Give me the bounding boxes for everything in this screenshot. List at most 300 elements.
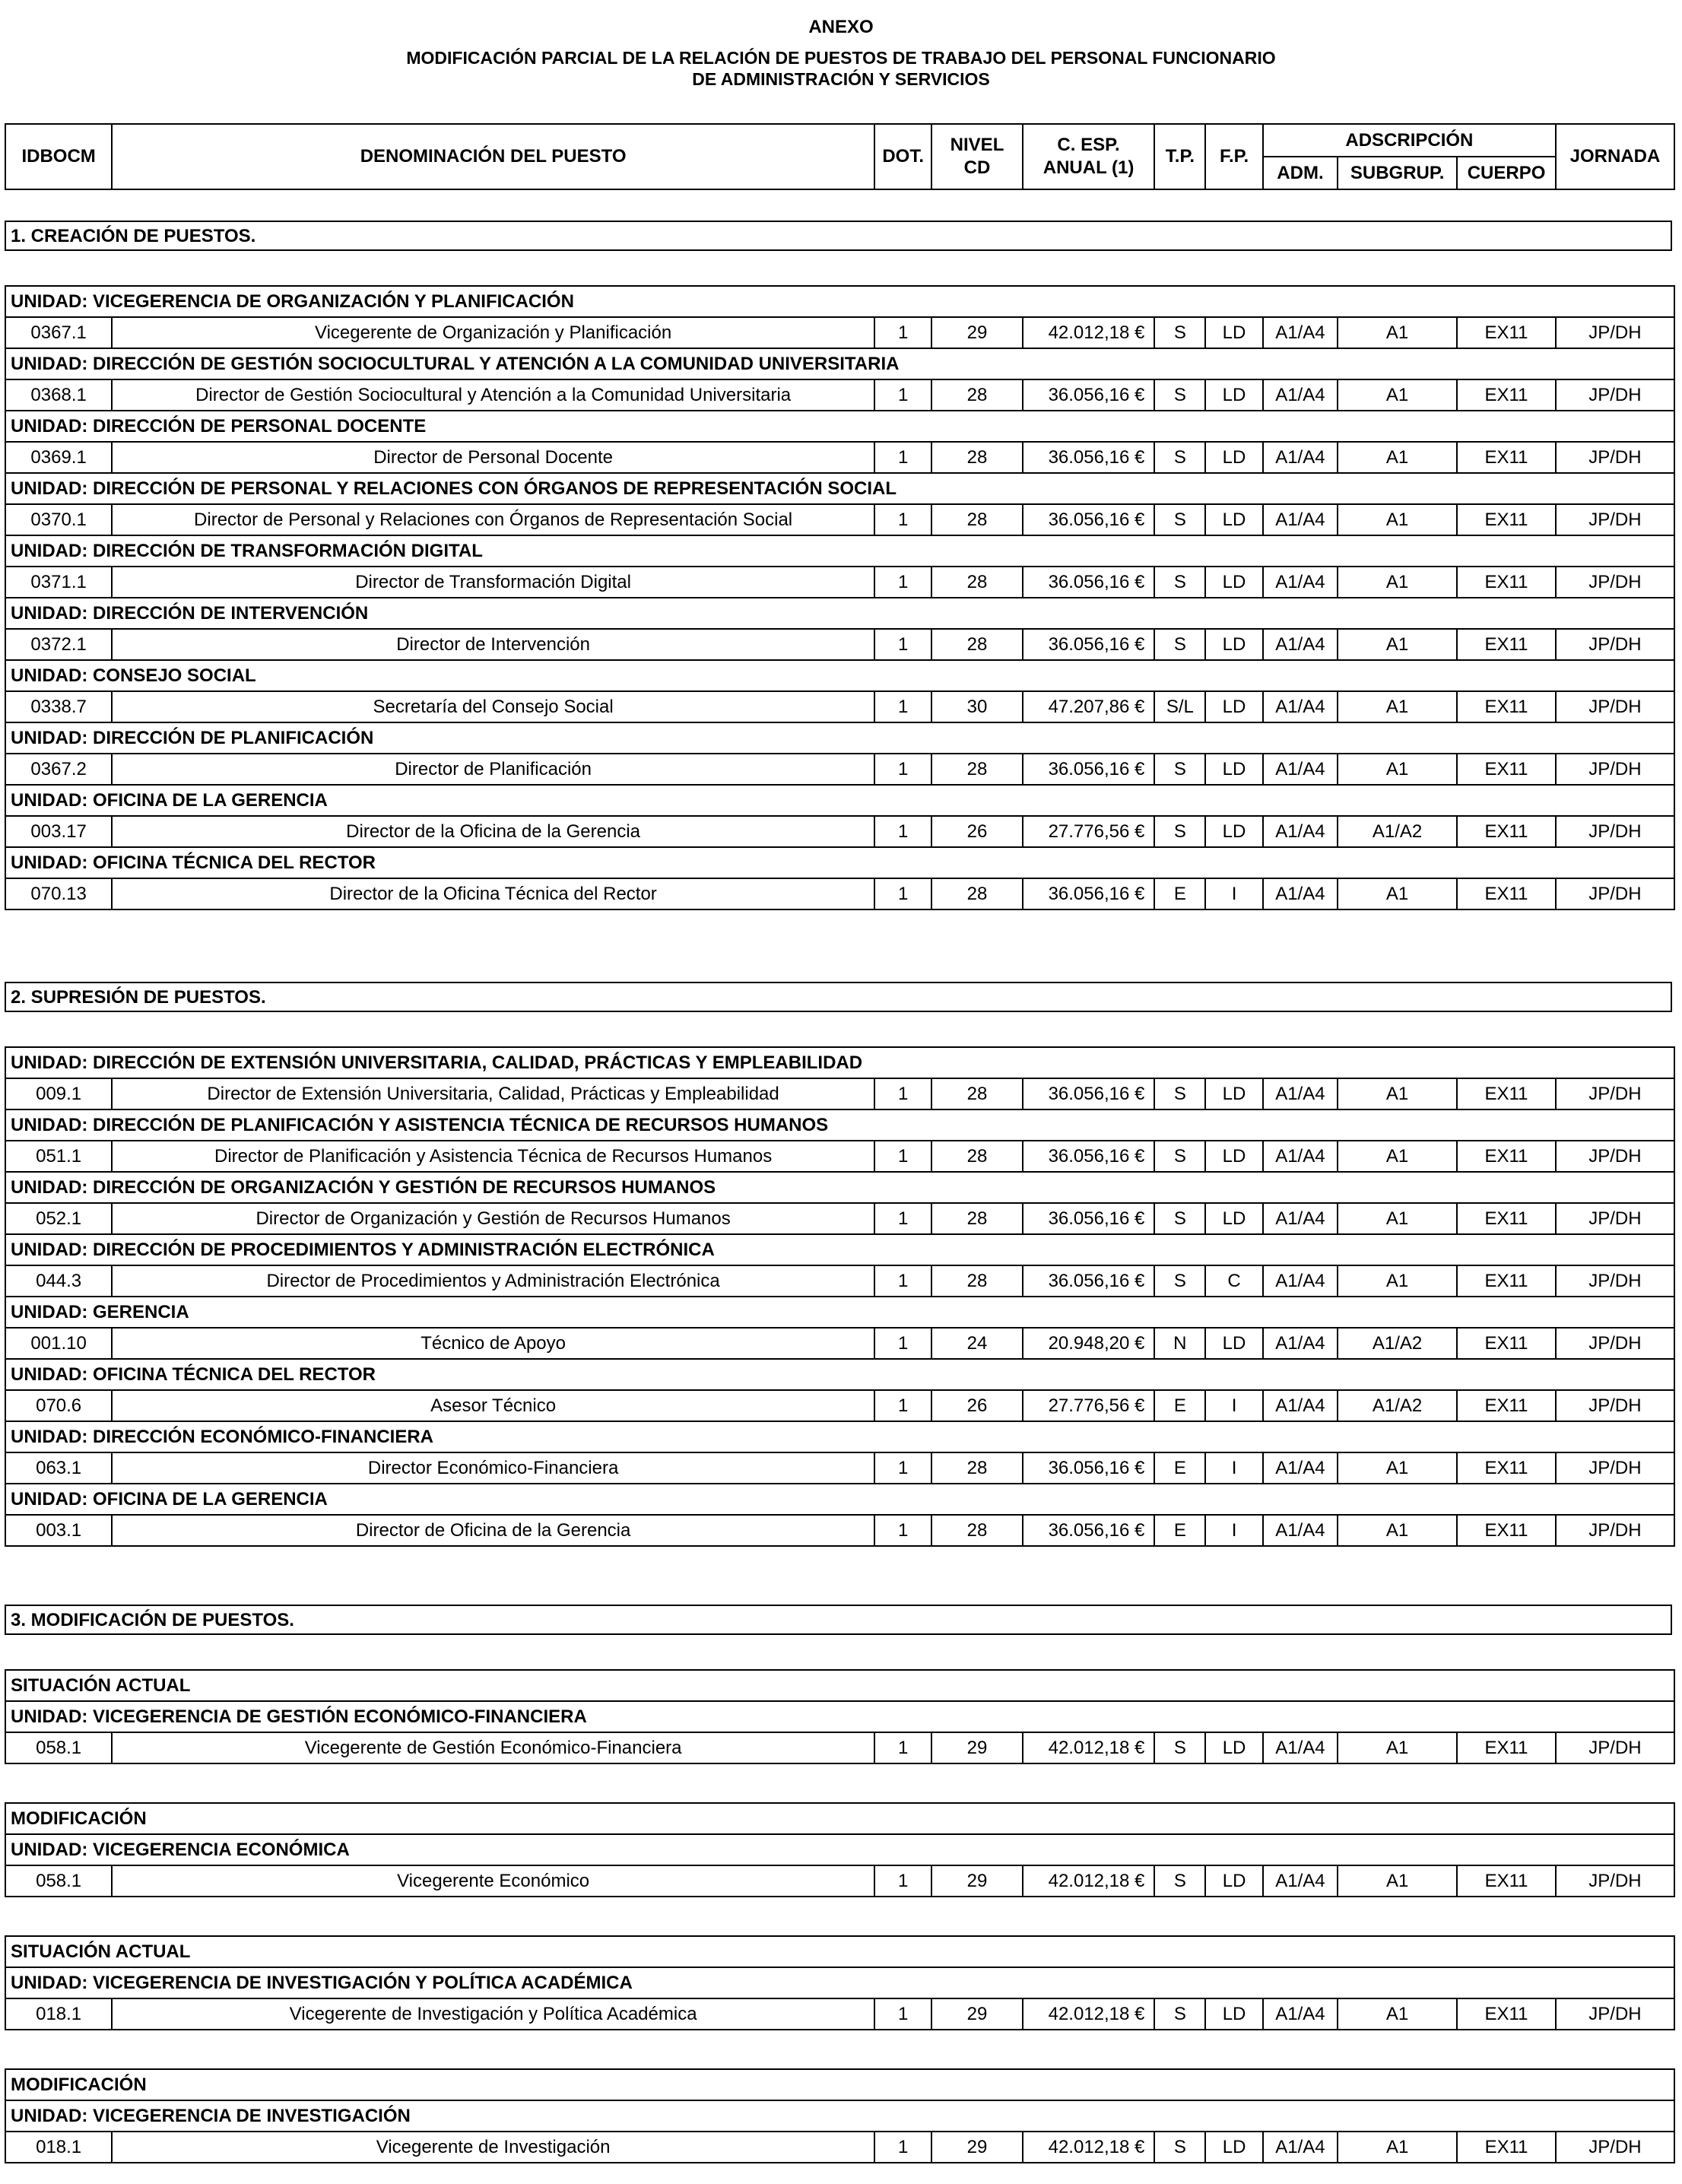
cell-nivel: 28 [931,1515,1022,1546]
cell-subgrup: A1 [1338,1141,1457,1172]
cell-subgrup: A1 [1338,1998,1457,2030]
cell-nivel: 29 [931,1998,1022,2030]
cell-subgrup: A1 [1338,1265,1457,1297]
cell-adm: A1/A4 [1263,1452,1338,1484]
unit-name: UNIDAD: OFICINA TÉCNICA DEL RECTOR [5,1359,1674,1390]
cell-subgrup: A1 [1338,1732,1457,1763]
cell-idbocm: 0372.1 [5,629,112,660]
cell-dot: 1 [874,1141,931,1172]
cell-cuerpo: EX11 [1457,2132,1556,2163]
unit-name: UNIDAD: DIRECCIÓN DE INTERVENCIÓN [5,598,1674,629]
cell-tp: S [1154,1865,1205,1897]
col-header-idbocm: IDBOCM [5,124,112,189]
cell-subgrup: A1 [1338,442,1457,473]
unit-name: UNIDAD: VICEGERENCIA ECONÓMICA [5,1834,1674,1865]
unit-row [5,722,1674,754]
cell-dot: 1 [874,629,931,660]
cell-nivel: 30 [931,691,1022,722]
table-row [5,1328,1674,1359]
block-label-row [5,2069,1674,2100]
table-row [5,691,1674,722]
cell-adm: A1/A4 [1263,1865,1338,1897]
cell-idbocm: 009.1 [5,1078,112,1109]
cell-tp: S [1154,567,1205,598]
cell-cuerpo: EX11 [1457,504,1556,535]
unit-name: UNIDAD: DIRECCIÓN DE PERSONAL Y RELACIONES CON ÓRGANOS DE REPRESENTACIÓN SOCIAL [5,473,1674,504]
unit-name: UNIDAD: DIRECCIÓN ECONÓMICO-FINANCIERA [5,1421,1674,1452]
cell-jornada: JP/DH [1556,1141,1674,1172]
cell-jornada: JP/DH [1556,442,1674,473]
section-title: 2. SUPRESIÓN DE PUESTOS. [5,982,1672,1012]
cell-cesp: 27.776,56 € [1023,816,1155,847]
cell-denominacion: Director de Planificación y Asistencia Técnica de Recursos Humanos [112,1141,874,1172]
cell-subgrup: A1 [1338,379,1457,411]
unit-row [5,1701,1674,1732]
cell-dot: 1 [874,878,931,909]
cell-subgrup: A1 [1338,317,1457,348]
cell-denominacion: Vicegerente de Investigación y Política Académica [112,1998,874,2030]
cell-jornada: JP/DH [1556,1265,1674,1297]
document-heading [0,14,1682,90]
cell-cuerpo: EX11 [1457,1328,1556,1359]
cell-fp: LD [1205,1203,1262,1234]
cell-nivel: 29 [931,2132,1022,2163]
cell-denominacion: Director Económico-Financiera [112,1452,874,1484]
unit-row [5,286,1674,317]
positions-table [5,2068,1675,2163]
cell-dot: 1 [874,816,931,847]
cell-adm: A1/A4 [1263,1390,1338,1421]
cell-cuerpo: EX11 [1457,1265,1556,1297]
cell-denominacion: Director de Extensión Universitaria, Calidad, Prácticas y Empleabilidad [112,1078,874,1109]
unit-name: UNIDAD: DIRECCIÓN DE PLANIFICACIÓN Y ASISTENCIA TÉCNICA DE RECURSOS HUMANOS [5,1109,1674,1141]
cell-denominacion: Técnico de Apoyo [112,1328,874,1359]
cell-dot: 1 [874,1998,931,2030]
cell-tp: S [1154,1265,1205,1297]
unit-row [5,473,1674,504]
col-header-cuerpo: CUERPO [1457,157,1556,189]
cell-fp: LD [1205,567,1262,598]
unit-name: UNIDAD: OFICINA TÉCNICA DEL RECTOR [5,847,1674,878]
cell-subgrup: A1/A2 [1338,1390,1457,1421]
cell-cesp: 36.056,16 € [1023,504,1155,535]
cell-cuerpo: EX11 [1457,379,1556,411]
cell-idbocm: 0370.1 [5,504,112,535]
block-label: MODIFICACIÓN [5,2069,1674,2100]
cell-nivel: 28 [931,1452,1022,1484]
cell-nivel: 28 [931,1078,1022,1109]
cell-adm: A1/A4 [1263,379,1338,411]
cell-cesp: 36.056,16 € [1023,1452,1155,1484]
cell-idbocm: 003.17 [5,816,112,847]
col-header-adm: ADM. [1263,157,1338,189]
cell-cesp: 36.056,16 € [1023,567,1155,598]
cell-tp: E [1154,1390,1205,1421]
table-row [5,442,1674,473]
cell-nivel: 28 [931,567,1022,598]
table-row [5,1732,1674,1763]
cell-idbocm: 001.10 [5,1328,112,1359]
cell-denominacion: Vicegerente de Gestión Económico-Financiera [112,1732,874,1763]
cell-adm: A1/A4 [1263,317,1338,348]
cell-dot: 1 [874,317,931,348]
cell-cesp: 36.056,16 € [1023,754,1155,785]
unit-row [5,2100,1674,2132]
cell-cuerpo: EX11 [1457,1078,1556,1109]
unit-row [5,598,1674,629]
unit-row [5,785,1674,816]
cell-fp: LD [1205,691,1262,722]
table-row [5,567,1674,598]
col-header-cesp-line1: C. ESP. [1057,135,1120,155]
cell-cuerpo: EX11 [1457,317,1556,348]
cell-dot: 1 [874,754,931,785]
col-header-cesp-line2: ANUAL (1) [1043,157,1135,178]
col-header-cesp [1023,124,1155,189]
cell-jornada: JP/DH [1556,816,1674,847]
cell-dot: 1 [874,2132,931,2163]
cell-adm: A1/A4 [1263,1141,1338,1172]
cell-adm: A1/A4 [1263,504,1338,535]
cell-tp: S [1154,379,1205,411]
unit-name: UNIDAD: DIRECCIÓN DE EXTENSIÓN UNIVERSITARIA, CALIDAD, PRÁCTICAS Y EMPLEABILIDAD [5,1047,1674,1078]
cell-subgrup: A1 [1338,629,1457,660]
cell-cuerpo: EX11 [1457,567,1556,598]
cell-subgrup: A1 [1338,691,1457,722]
table-row [5,317,1674,348]
cell-fp: LD [1205,1865,1262,1897]
cell-cuerpo: EX11 [1457,691,1556,722]
cell-fp: LD [1205,504,1262,535]
cell-tp: S [1154,1141,1205,1172]
cell-dot: 1 [874,567,931,598]
cell-subgrup: A1 [1338,1452,1457,1484]
cell-cesp: 36.056,16 € [1023,1515,1155,1546]
unit-row [5,1359,1674,1390]
block-label-row [5,1803,1674,1834]
cell-dot: 1 [874,1078,931,1109]
cell-adm: A1/A4 [1263,816,1338,847]
cell-adm: A1/A4 [1263,691,1338,722]
cell-adm: A1/A4 [1263,1998,1338,2030]
unit-row [5,1297,1674,1328]
table-row [5,379,1674,411]
cell-tp: S [1154,317,1205,348]
cell-dot: 1 [874,1328,931,1359]
anexo-title: ANEXO [808,17,874,37]
col-header-subgrup: SUBGRUP. [1338,157,1457,189]
cell-cuerpo: EX11 [1457,1732,1556,1763]
cell-adm: A1/A4 [1263,1265,1338,1297]
cell-idbocm: 058.1 [5,1732,112,1763]
cell-jornada: JP/DH [1556,878,1674,909]
cell-idbocm: 070.6 [5,1390,112,1421]
cell-jornada: JP/DH [1556,317,1674,348]
unit-name: UNIDAD: GERENCIA [5,1297,1674,1328]
cell-fp: I [1205,878,1262,909]
table-row [5,1865,1674,1897]
cell-cuerpo: EX11 [1457,629,1556,660]
cell-denominacion: Director de Procedimientos y Administración Electrónica [112,1265,874,1297]
positions-table [5,1046,1675,1547]
cell-fp: LD [1205,1732,1262,1763]
cell-tp: S [1154,1998,1205,2030]
block-label: MODIFICACIÓN [5,1803,1674,1834]
cell-adm: A1/A4 [1263,1078,1338,1109]
cell-nivel: 28 [931,1265,1022,1297]
cell-adm: A1/A4 [1263,442,1338,473]
cell-adm: A1/A4 [1263,1203,1338,1234]
cell-jornada: JP/DH [1556,1515,1674,1546]
cell-cesp: 47.207,86 € [1023,691,1155,722]
cell-dot: 1 [874,1865,931,1897]
table-row [5,1203,1674,1234]
unit-row [5,847,1674,878]
cell-idbocm: 018.1 [5,2132,112,2163]
cell-nivel: 28 [931,504,1022,535]
cell-cuerpo: EX11 [1457,816,1556,847]
block-label-row [5,1936,1674,1967]
table-row [5,1141,1674,1172]
cell-dot: 1 [874,1732,931,1763]
cell-nivel: 29 [931,1732,1022,1763]
cell-fp: LD [1205,1141,1262,1172]
cell-idbocm: 0367.2 [5,754,112,785]
cell-tp: S [1154,629,1205,660]
cell-subgrup: A1 [1338,504,1457,535]
document-title-line-1: MODIFICACIÓN PARCIAL DE LA RELACIÓN DE PUESTOS DE TRABAJO DEL PERSONAL FUNCIONARIO [406,48,1276,68]
table-row [5,1998,1674,2030]
cell-adm: A1/A4 [1263,878,1338,909]
cell-jornada: JP/DH [1556,1390,1674,1421]
unit-row [5,1172,1674,1203]
cell-denominacion: Director de Personal y Relaciones con Órganos de Representación Social [112,504,874,535]
cell-nivel: 29 [931,1865,1022,1897]
cell-tp: N [1154,1328,1205,1359]
cell-subgrup: A1/A2 [1338,1328,1457,1359]
cell-cuerpo: EX11 [1457,442,1556,473]
cell-tp: S [1154,442,1205,473]
unit-row [5,1109,1674,1141]
cell-tp: S [1154,2132,1205,2163]
cell-cuerpo: EX11 [1457,878,1556,909]
cell-cuerpo: EX11 [1457,1515,1556,1546]
cell-nivel: 28 [931,754,1022,785]
cell-fp: I [1205,1515,1262,1546]
cell-cesp: 20.948,20 € [1023,1328,1155,1359]
cell-idbocm: 0367.1 [5,317,112,348]
cell-idbocm: 070.13 [5,878,112,909]
unit-row [5,535,1674,567]
col-header-nivel [931,124,1022,189]
cell-denominacion: Secretaría del Consejo Social [112,691,874,722]
cell-cuerpo: EX11 [1457,1865,1556,1897]
cell-dot: 1 [874,379,931,411]
cell-nivel: 29 [931,317,1022,348]
cell-adm: A1/A4 [1263,629,1338,660]
cell-fp: C [1205,1265,1262,1297]
cell-denominacion: Director de la Oficina Técnica del Rector [112,878,874,909]
cell-cesp: 36.056,16 € [1023,629,1155,660]
cell-subgrup: A1 [1338,1078,1457,1109]
cell-nivel: 24 [931,1328,1022,1359]
table-row [5,2132,1674,2163]
cell-tp: E [1154,1515,1205,1546]
cell-fp: LD [1205,442,1262,473]
cell-nivel: 28 [931,442,1022,473]
cell-adm: A1/A4 [1263,567,1338,598]
unit-name: UNIDAD: DIRECCIÓN DE PLANIFICACIÓN [5,722,1674,754]
cell-jornada: JP/DH [1556,379,1674,411]
cell-tp: S [1154,816,1205,847]
cell-jornada: JP/DH [1556,2132,1674,2163]
cell-tp: S [1154,754,1205,785]
cell-cesp: 36.056,16 € [1023,442,1155,473]
cell-idbocm: 003.1 [5,1515,112,1546]
cell-nivel: 28 [931,629,1022,660]
cell-jornada: JP/DH [1556,1732,1674,1763]
unit-name: UNIDAD: OFICINA DE LA GERENCIA [5,785,1674,816]
cell-jornada: JP/DH [1556,629,1674,660]
table-row [5,1078,1674,1109]
column-header-table [5,123,1675,190]
cell-idbocm: 0371.1 [5,567,112,598]
cell-nivel: 28 [931,1203,1022,1234]
table-row [5,754,1674,785]
cell-denominacion: Director de la Oficina de la Gerencia [112,816,874,847]
cell-dot: 1 [874,1515,931,1546]
unit-row [5,411,1674,442]
table-row [5,504,1674,535]
cell-denominacion: Director de Planificación [112,754,874,785]
cell-adm: A1/A4 [1263,1328,1338,1359]
cell-dot: 1 [874,1203,931,1234]
table-row [5,629,1674,660]
cell-subgrup: A1 [1338,567,1457,598]
cell-adm: A1/A4 [1263,754,1338,785]
cell-tp: S [1154,1732,1205,1763]
cell-cesp: 42.012,18 € [1023,1998,1155,2030]
cell-fp: LD [1205,317,1262,348]
cell-dot: 1 [874,1390,931,1421]
cell-cesp: 36.056,16 € [1023,1078,1155,1109]
cell-idbocm: 018.1 [5,1998,112,2030]
cell-adm: A1/A4 [1263,1515,1338,1546]
unit-name: UNIDAD: DIRECCIÓN DE GESTIÓN SOCIOCULTURAL Y ATENCIÓN A LA COMUNIDAD UNIVERSITARIA [5,348,1674,379]
cell-jornada: JP/DH [1556,1328,1674,1359]
cell-subgrup: A1 [1338,878,1457,909]
cell-subgrup: A1 [1338,1515,1457,1546]
cell-denominacion: Asesor Técnico [112,1390,874,1421]
unit-name: UNIDAD: VICEGERENCIA DE GESTIÓN ECONÓMICO-FINANCIERA [5,1701,1674,1732]
cell-idbocm: 058.1 [5,1865,112,1897]
cell-cesp: 42.012,18 € [1023,317,1155,348]
cell-cesp: 42.012,18 € [1023,2132,1155,2163]
cell-nivel: 26 [931,816,1022,847]
cell-jornada: JP/DH [1556,1998,1674,2030]
positions-table [5,1802,1675,1897]
cell-subgrup: A1 [1338,2132,1457,2163]
cell-jornada: JP/DH [1556,691,1674,722]
cell-jornada: JP/DH [1556,1865,1674,1897]
cell-tp: S [1154,504,1205,535]
cell-cesp: 42.012,18 € [1023,1865,1155,1897]
cell-cuerpo: EX11 [1457,1998,1556,2030]
cell-jornada: JP/DH [1556,1203,1674,1234]
cell-denominacion: Director de Personal Docente [112,442,874,473]
cell-fp: LD [1205,379,1262,411]
section-title: 1. CREACIÓN DE PUESTOS. [5,221,1672,251]
col-header-fp: F.P. [1205,124,1262,189]
cell-adm: A1/A4 [1263,2132,1338,2163]
unit-name: UNIDAD: DIRECCIÓN DE PROCEDIMIENTOS Y ADMINISTRACIÓN ELECTRÓNICA [5,1234,1674,1265]
cell-fp: LD [1205,754,1262,785]
cell-cesp: 36.056,16 € [1023,1265,1155,1297]
table-row [5,1265,1674,1297]
col-header-jornada: JORNADA [1556,124,1674,189]
cell-cuerpo: EX11 [1457,1141,1556,1172]
block-label: SITUACIÓN ACTUAL [5,1670,1674,1701]
cell-tp: E [1154,878,1205,909]
cell-subgrup: A1 [1338,1865,1457,1897]
cell-denominacion: Vicegerente de Organización y Planificación [112,317,874,348]
cell-idbocm: 0368.1 [5,379,112,411]
cell-idbocm: 044.3 [5,1265,112,1297]
unit-row [5,1047,1674,1078]
table-row [5,1452,1674,1484]
col-header-tp: T.P. [1154,124,1205,189]
col-header-denominacion: DENOMINACIÓN DEL PUESTO [112,124,874,189]
unit-row [5,1834,1674,1865]
unit-name: UNIDAD: OFICINA DE LA GERENCIA [5,1484,1674,1515]
cell-cesp: 27.776,56 € [1023,1390,1155,1421]
cell-jornada: JP/DH [1556,1078,1674,1109]
col-header-nivel-line1: NIVEL [950,135,1004,155]
col-header-dot: DOT. [874,124,931,189]
positions-table [5,285,1675,910]
cell-fp: LD [1205,2132,1262,2163]
cell-denominacion: Director de Oficina de la Gerencia [112,1515,874,1546]
cell-cuerpo: EX11 [1457,1203,1556,1234]
cell-denominacion: Vicegerente de Investigación [112,2132,874,2163]
cell-fp: LD [1205,629,1262,660]
cell-idbocm: 052.1 [5,1203,112,1234]
table-row [5,878,1674,909]
cell-dot: 1 [874,691,931,722]
cell-subgrup: A1/A2 [1338,816,1457,847]
cell-tp: S [1154,1078,1205,1109]
cell-cesp: 36.056,16 € [1023,379,1155,411]
unit-name: UNIDAD: CONSEJO SOCIAL [5,660,1674,691]
section-title: 3. MODIFICACIÓN DE PUESTOS. [5,1605,1672,1635]
cell-nivel: 28 [931,1141,1022,1172]
block-label: SITUACIÓN ACTUAL [5,1936,1674,1967]
cell-cesp: 36.056,16 € [1023,1203,1155,1234]
cell-cesp: 36.056,16 € [1023,1141,1155,1172]
unit-row [5,660,1674,691]
positions-table [5,1935,1675,2030]
positions-table [5,1669,1675,1764]
cell-denominacion: Vicegerente Económico [112,1865,874,1897]
block-label-row [5,1670,1674,1701]
cell-dot: 1 [874,1452,931,1484]
cell-dot: 1 [874,442,931,473]
cell-adm: A1/A4 [1263,1732,1338,1763]
cell-denominacion: Director de Intervención [112,629,874,660]
unit-name: UNIDAD: VICEGERENCIA DE INVESTIGACIÓN [5,2100,1674,2132]
table-row [5,1390,1674,1421]
cell-idbocm: 0369.1 [5,442,112,473]
